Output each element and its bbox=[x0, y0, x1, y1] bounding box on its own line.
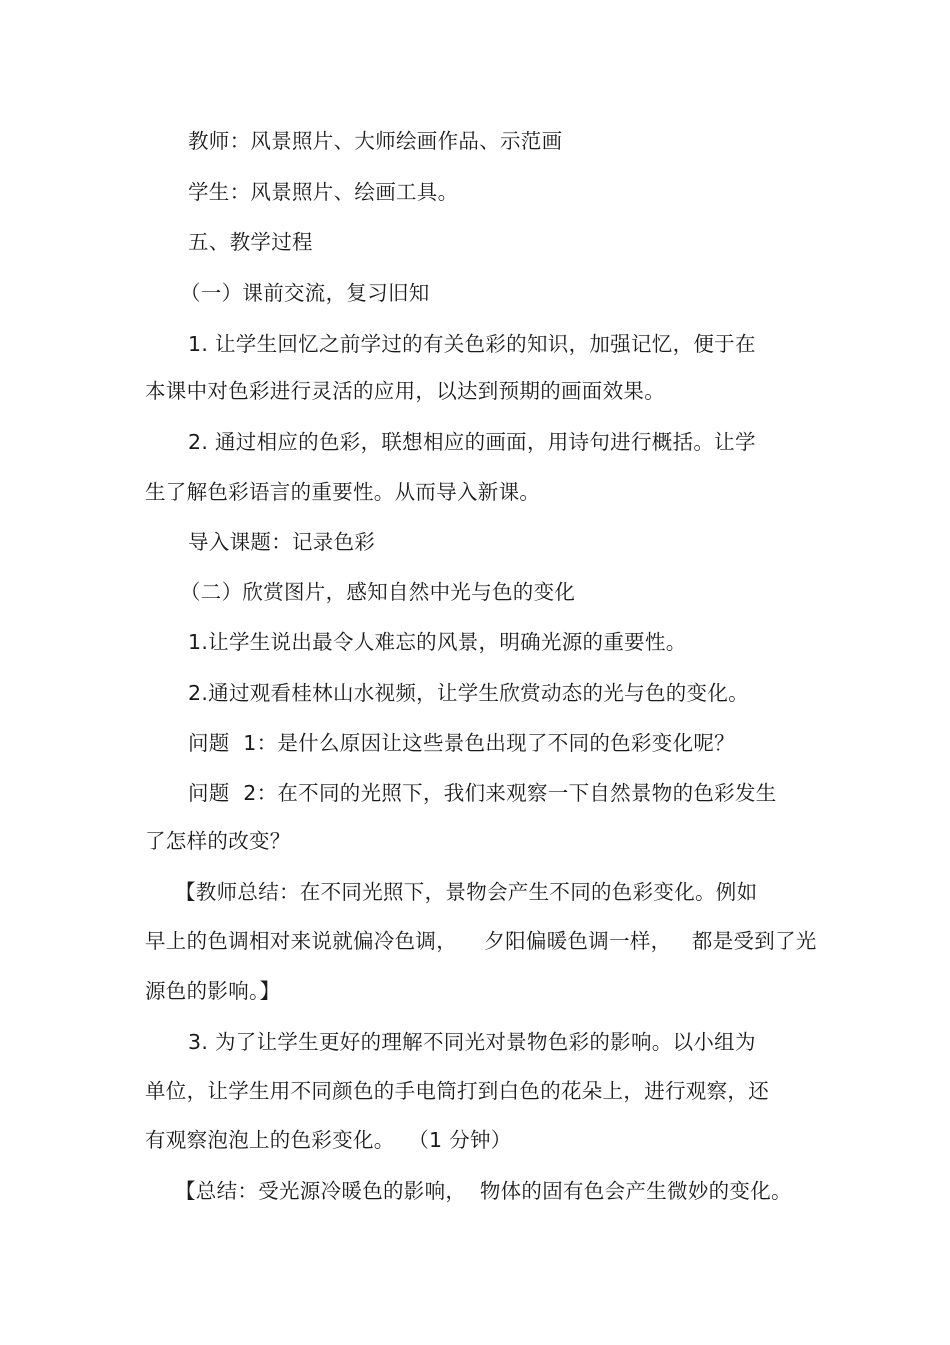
text-line-teacher-summary-cont: 早上的色调相对来说就偏冷色调， 夕阳偏暖色调一样， 都是受到了光 bbox=[145, 929, 817, 953]
text-line-question-2: 问题 2：在不同的光照下，我们来观察一下自然景物的色彩发生 bbox=[188, 781, 777, 805]
text-line-item-2-cont: 生了解色彩语言的重要性。从而导入新课。 bbox=[145, 480, 541, 504]
text-line-part2-item-3-end: 有观察泡泡上的色彩变化。 （1 分钟） bbox=[145, 1128, 512, 1152]
text-line-teacher-materials: 教师：风景照片、大师绘画作品、示范画 bbox=[188, 129, 563, 153]
text-line-summary: 【总结：受光源冷暖色的影响， 物体的固有色会产生微妙的变化。 bbox=[175, 1179, 792, 1203]
text-line-part2-item-1: 1.让学生说出最令人难忘的风景，明确光源的重要性。 bbox=[188, 630, 687, 654]
text-line-teacher-summary-end: 源色的影响。】 bbox=[145, 979, 281, 1003]
subsection-heading-two: （二）欣赏图片，感知自然中光与色的变化 bbox=[180, 580, 576, 604]
text-line-teacher-summary: 【教师总结：在不同光照下，景物会产生不同的色彩变化。例如 bbox=[175, 880, 758, 904]
text-line-part2-item-3: 3. 为了让学生更好的理解不同光对景物色彩的影响。以小组为 bbox=[188, 1030, 756, 1054]
text-line-item-1-cont: 本课中对色彩进行灵活的应用，以达到预期的画面效果。 bbox=[145, 379, 665, 403]
text-line-lesson-topic: 导入课题：记录色彩 bbox=[188, 530, 376, 554]
text-line-student-materials: 学生：风景照片、绘画工具。 bbox=[188, 180, 459, 204]
text-line-item-2: 2. 通过相应的色彩，联想相应的画面，用诗句进行概括。让学 bbox=[188, 430, 756, 454]
section-heading-teaching-process: 五、教学过程 bbox=[188, 230, 313, 254]
subsection-heading-one: （一）课前交流，复习旧知 bbox=[180, 281, 430, 305]
text-line-item-1: 1. 让学生回忆之前学过的有关色彩的知识，加强记忆，便于在 bbox=[188, 332, 756, 356]
text-line-question-1: 问题 1：是什么原因让这些景色出现了不同的色彩变化呢？ bbox=[188, 731, 735, 755]
text-line-part2-item-2: 2.通过观看桂林山水视频，让学生欣赏动态的光与色的变化。 bbox=[188, 681, 749, 705]
text-line-part2-item-3-cont: 单位，让学生用不同颜色的手电筒打到白色的花朵上，进行观察，还 bbox=[145, 1079, 769, 1103]
text-line-question-2-cont: 了怎样的改变？ bbox=[145, 829, 291, 853]
